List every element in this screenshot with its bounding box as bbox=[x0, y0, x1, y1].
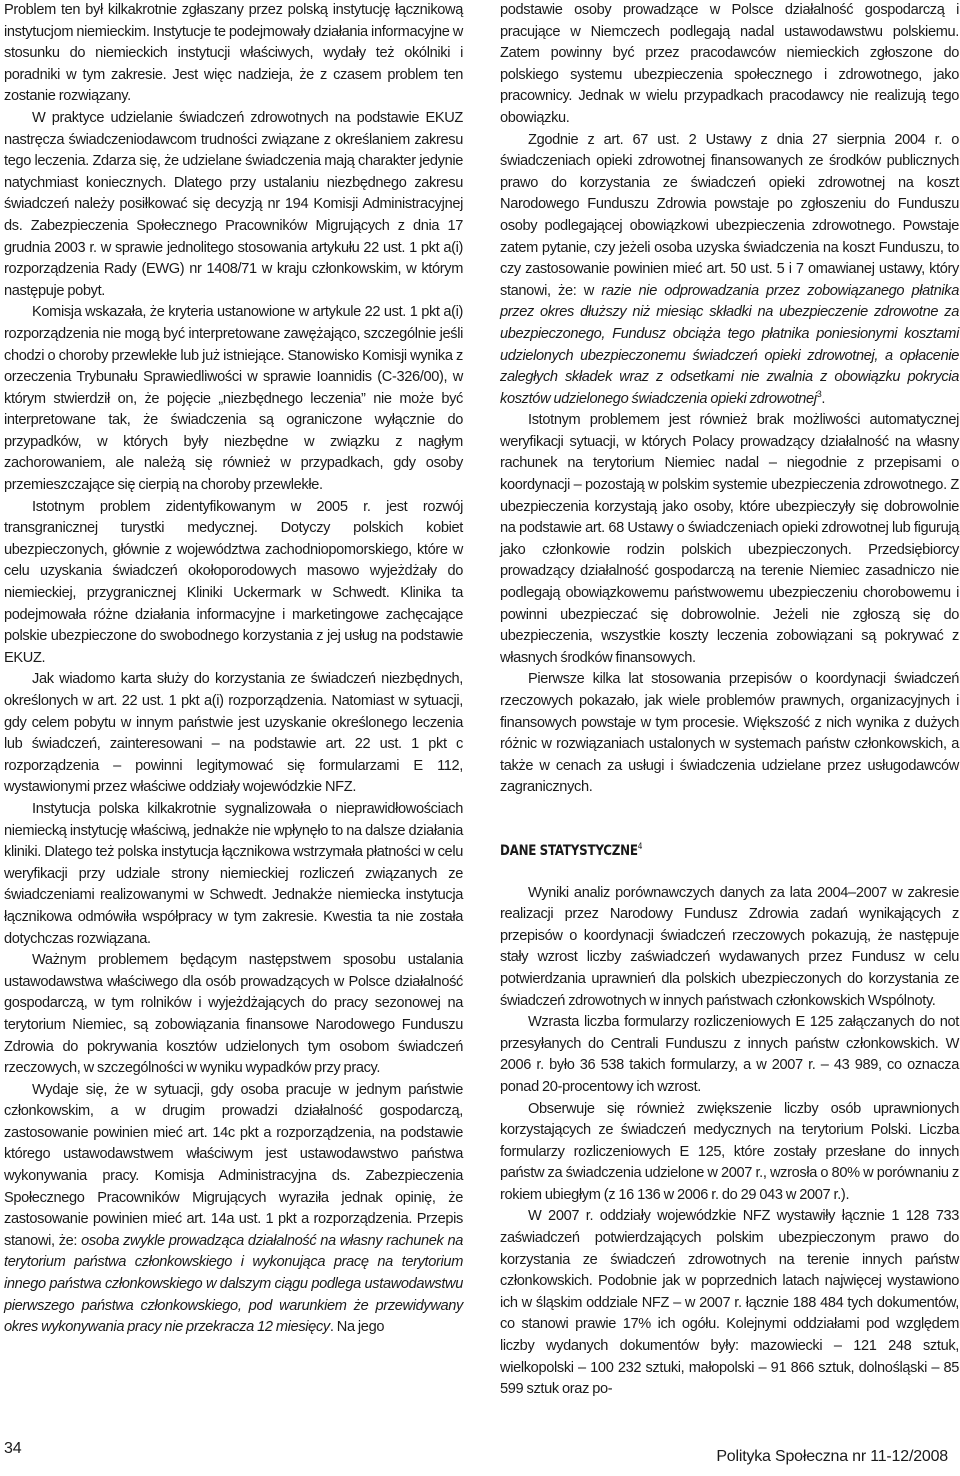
paragraph: W 2007 r. oddziały wojewódzkie NFZ wystawiły łącznie 1 128 733 zaświadczeń potwierdzających polskim ubezpieczonym prawo do korzystania ze świadczeń zdrowotnych na terenie innych państw członkowskich. Podobnie jak w poprzednich latach najwięcej wystawiono ich w śląskim oddziale NFZ – w 2007 r. łącznie 188 484 tych dokumentów, co stanowi prawie 17% ich ogółu. Kolejnymi oddziałami pod względem liczby wydanych dokumentów były: mazowiecki – 121 248 sztuk, wielkopolski – 100 232 sztuki, małopolski – 91 866 sztuk, dolnośląski – 85 599 sztuk oraz po- bbox=[500, 1208, 959, 1398]
quoted-provision: razie nie odprowadzania przez zobowiązanego płatnika przez okres dłuższy niż miesiąc składki na ubezpieczenie zdrowotne za ubezpieczonego, Fundusz obciąża tego płatnika poniesionymi kosztami udzielonych ubezpieczonemu świadczeń opieki zdrowotnej, a opłacenie zaległych składek wraz z odsetkami nie zwalnia z obowiązku pokrycia kosztów udzielonego świadczenia opieki zdrowotnej bbox=[500, 282, 959, 407]
publication-title: Polityka Społeczna nr 11-12/2008 bbox=[716, 1448, 948, 1465]
paragraph: Istotnym problem zidentyfikowanym w 2005 r. jest rozwój transgranicznej turystki medycznej. Dotyczy polskich kobiet ubezpieczonych, głównie z województwa zachodniopomorskiego, które w celu uzyskania świadczeń okołoporodowych masowo wyjeżdżały do niemieckiej, przygranicznej Kliniki Uckermark w Schwedt. Klinika ta podejmowała różne działania informacyjne i marketingowe zachęcające polskie ubezpieczone do swobodnego korzystania z jej usług na podstawie EKUZ. bbox=[4, 498, 463, 666]
paragraph: W praktyce udzielanie świadczeń zdrowotnych na podstawie EKUZ nastręcza świadczeniodawcom trudności związane z określaniem zakresu tego leczenia. Zdarza się, że udzielane świadczenia mają charakter jedynie natychmiast koniecznych. Dlatego przy ustalaniu niezbędnego zakresu świadczeń należy posiłkować się decyzją nr 194 Komisji Administracyjnej ds. Zabezpieczenia Społecznego Pracowników Migrujących z dnia 17 grudnia 2003 r. w sprawie jednolitego stosowania artykułu 22 ust. 1 pkt a(i) rozporządzenia Rady (EWG) nr 1408/71 w kraju członkowskim, w którym następuje pobyt. bbox=[4, 109, 463, 299]
paragraph: Jak wiadomo karta służy do korzystania ze świadczeń niezbędnych, określonych w art. 22 ust. 1 pkt a(i) rozporządzenia. Natomiast w sytuacji, gdy celem pobytu w innym państwie jest uzyskanie określonego leczenia lub świadczeń, zainteresowani – na podstawie art. 22 ust. 1 pkt c rozporządzenia – powinni legitymować się formularzami E 112, wystawionymi przez właściwe oddziały wojewódzkie NFZ. bbox=[4, 671, 463, 796]
paragraph: Istotnym problemem jest również brak możliwości automatycznej weryfikacji sytuacji, w których Polacy prowadzący działalność na własny rachunek na terytorium Niemiec nadal – niegodnie z przepisami o koordynacji – pozostają w polskim systemie ubezpieczenia zdrowotnego. Z ubezpieczenia korzystają jako osoby, które ubezpieczyły się dobrowolnie na podstawie art. 68 Ustawy o świadczeniach opieki zdrowotnej lub figurują jako członkowie rodzin polskich ubezpieczonych. Przedsiębiorcy prowadzący działalność gospodarczą na terenie Niemiec zasadniczo nie podlegają obowiązkowemu państwowemu ubezpieczeniu chorobowemu i powinni ubezpieczać się dobrowolnie. Jeżeli nie zgłoszą się do ubezpieczenia, wszystkie koszty leczenia zobowiązani są pokrywać z własnych środków finansowych. bbox=[500, 412, 959, 666]
paragraph: Instytucja polska kilkakrotnie sygnalizowała o nieprawidłowościach niemiecką instytucję właściwą, jednakże nie wpłynęło to na dalsze działania kliniki. Dlatego też polska instytucja łącznikowa wstrzymała płatności w celu weryfikacji przy udziale strony niemieckiej rozliczeń związanych ze świadczeniami realizowanymi w Schwedt. Jednakże niemiecka instytucja łącznikowa odmówiła współpracy w tym zakresie. Kwestia ta nie została dotychczas rozwiązana. bbox=[4, 800, 463, 947]
section-heading-text: DANE STATYSTYCZNE bbox=[500, 842, 638, 859]
paragraph: Problem ten był kilkakrotnie zgłaszany przez polską instytucję łącznikową instytucjom niemieckim. Instytucje te podejmowały działania informacyjne w stosunku do niemieckich instytucji właściwych, wydały też okólniki i poradniki w tym zakresie. Jest więc nadzieja, że z czasem problem ten zostanie rozwiązany. bbox=[4, 2, 463, 105]
paragraph: Pierwsze kilka lat stosowania przepisów o koordynacji świadczeń rzeczowych pokazało, jak wiele problemów prawnych, organizacyjnych i finansowych powstaje w tym procesie. Większość z nich wynika z dużych różnic w rozwiązaniach ustalonych w systemach państw członkowskich, a także w cenach za usługi i świadczenia udzielane przez usługodawców zagranicznych. bbox=[500, 671, 959, 796]
paragraph-text: Wydaje się, że w sytuacji, gdy osoba pracuje w jednym państwie członkowskim, a w drugim prowadzi działalność gospodarczą, zastosowanie powinien mieć art. 14c pkt a rozporządzenia, na podstawie którego ustawodawstwem właściwym jest ustawodawstwo państwa wykonywania pracy. Komisja Administracyjna ds. Zabezpieczenia Społecznego Pracowników Migrujących wyraziła jednak opinię, że zastosowanie powinien mieć art. 14a ust. 1 pkt a rozporządzenia. Przepis stanowi, że: bbox=[4, 1081, 463, 1249]
paragraph: Obserwuje się również zwiększenie liczby osób uprawnionych korzystających ze świadczeń medycznych na terytorium Polski. Liczba formularzy rozliczeniowych E 125, które zostały przesłane do innych państw za świadczenia udzielone w 2007 r., wzrosła o 80% w porównaniu z rokiem ubiegłym (z 16 136 w 2006 r. do 29 043 w 2007 r.). bbox=[500, 1100, 959, 1203]
page-number: 34 bbox=[4, 1440, 22, 1457]
paragraph: podstawie osoby prowadzące w Polsce działalność gospodarczą i pracujące w Niemczech podlegają nadal ustawodawstwu polskiemu. Zatem powinny być przez pracodawców niemieckich zgłoszone do polskiego systemu ubezpieczenia społecznego i zdrowotnego, jako pracownicy. Jednak w wielu przypadkach pracodawcy nie realizują tego obowiązku. bbox=[500, 2, 959, 126]
left-column bbox=[4, 0, 463, 1339]
footnote-ref: 4 bbox=[637, 842, 643, 853]
section-heading bbox=[500, 841, 876, 863]
right-column bbox=[500, 0, 959, 1401]
paragraph: Wyniki analiz porównawczych danych za lata 2004–2007 w zakresie realizacji przez Narodowy Fundusz Zdrowia zadań wynikających z przepisów o koordynacji świadczeń rzeczowych pokazują, że następuje stały wzrost liczby zaświadczeń wydawanych przez Fundusz w celu potwierdzania uprawnień dla polskich ubezpieczonych do korzystania ze świadczeń zdrowotnych w innych państwach członkowskich Wspólnoty. bbox=[500, 884, 959, 1009]
paragraph: Wzrasta liczba formularzy rozliczeniowych E 125 załączanych do not przesyłanych do Centrali Funduszu z innych państw członkowskich. W 2006 r. było 36 538 takich formularzy, a w 2007 r. – 43 989, co oznacza ponad 20-procentowy ich wzrost. bbox=[500, 1014, 959, 1095]
paragraph: Komisja wskazała, że kryteria ustanowione w artykule 22 ust. 1 pkt a(i) rozporządzenia nie mogą być interpretowane zawężająco, szczególnie jeśli chodzi o choroby przewlekłe lub już istniejące. Stanowisko Komisji wynika z orzeczenia Trybunału Sprawiedliwości w sprawie Ioannidis (C-326/00), w którym stwierdził on, że pojęcie „niezbędnego leczenia” nie może być interpretowane tak, że świadczenia są ograniczone wyłącznie do przypadków, w których były niezbędne w związku z nagłym zachorowaniem, ale należą się również w przypadkach, gdy osoby przemieszczające się cierpią na choroby przewlekłe. bbox=[4, 304, 463, 494]
paragraph bbox=[500, 130, 959, 411]
quoted-provision: osoba zwykle prowadząca działalność na własny rachunek na terytorium państwa członkowskiego i wykonująca pracę na terytorium innego państwa członkowskiego w dalszym ciągu podlega ustawodawstwu pierwszego państwa członkowskiego, pod warunkiem że przewidywany okres wykonywania pracy nie przekracza 12 miesięcy bbox=[4, 1232, 463, 1336]
paragraph-text: . bbox=[821, 390, 826, 407]
paragraph-text: Zgodnie z art. 67 ust. 2 Ustawy z dnia 27 sierpnia 2004 r. o świadczeniach opieki zdrowotnej finansowanych ze środków publicznych prawo do korzystania ze świadczeń opieki zdrowotnej na koszt Narodowego Funduszu Zdrowia powstaje po zgłoszeniu do Funduszu osoby podlegającej obowiązkowi ubezpieczenia zdrowotnego. Powstaje zatem pytanie, czy jeżeli osoba uzyska świadczenia na koszt Funduszu, to czy zastosowanie powinien mieć art. 50 ust. 5 i 7 omawianej ustawy, który stanowi, że: w bbox=[500, 131, 959, 299]
paragraph bbox=[4, 1080, 463, 1339]
footnote-ref: 3 bbox=[816, 388, 822, 399]
paragraph: Ważnym problemem będącym następstwem sposobu ustalania ustawodawstwa właściwego dla osób prowadzących w Polsce działalność gospodarczą, w tym rolników i wyjeżdżających do pracy sezonowej na terytorium Niemiec, są zobowiązania finansowe Narodowego Funduszu Zdrowia do pokrywania kosztów udzielonych tym osobom świadczeń rzeczowych, w szczególności w wyniku wypadków przy pracy. bbox=[4, 952, 463, 1077]
paragraph-text: . Na jego bbox=[329, 1319, 385, 1336]
